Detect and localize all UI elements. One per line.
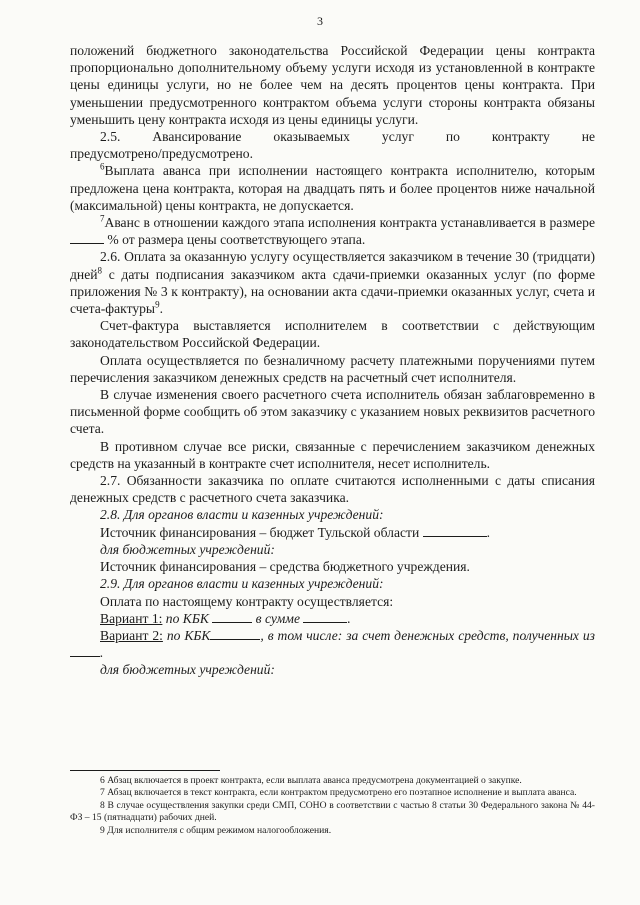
footnote-separator: [70, 770, 220, 771]
payment-term-text-b: с даты подписания заказчиком акта сдачи-приемки оказанных услуг (по форме приложения № 3 к контракту), на основании акта сдачи-приемки оказанных услуг, счета и счета-фактуры: [70, 266, 595, 317]
paragraph-advance-restriction: [70, 162, 595, 214]
paragraph-funding-source-budget: Источник финансирования – бюджет Тульской области .: [100, 524, 491, 540]
footnotes: [70, 770, 595, 837]
advance-stage-text-b: % от размера цены соответствующего этапа.: [107, 232, 366, 248]
funding-source-blank: [423, 524, 487, 537]
variant-2-kbk: по КБК: [162, 627, 211, 643]
variant-1-sum-blank: [303, 610, 347, 623]
paragraph-budget-institutions: для бюджетных учреждений:: [100, 541, 275, 557]
funding-source-budget-text: Источник финансирования – бюджет Тульской области: [100, 524, 420, 540]
paragraph-payment-method: Оплата по настоящему контракту осуществляется:: [100, 593, 394, 609]
footnote-9: 9 Для исполнителя с общим режимом налогообложения.: [100, 824, 332, 836]
paragraph-2-5: 2.5. Авансирование оказываемых услуг по контракту не предусмотрено/предусмотрено.: [70, 129, 595, 162]
footnote-7: 7 Абзац включается в текст контракта, если контрактом предусмотрено его поэтапное исполнение и выплата аванса.: [100, 787, 577, 799]
paragraph-price-change: положений бюджетного законодательства Российской Федерации цены контракта пропорционально дополнительному объему услуги исходя из установленной в контракте цены единицы услуги, но не более чем на десять процентов цены контракта. При уменьшении предусмотренного контрактом объема услуги стороны контракта обязаны уменьшить цену контракта исходя из цены единицы услуги.: [70, 43, 595, 127]
paragraph-2-8: 2.8. Для органов власти и казенных учреждений:: [100, 507, 384, 523]
footnote-ref-8: 8: [97, 265, 102, 276]
variant-1-kbk: по КБК: [162, 610, 213, 626]
variant-2-text: , в том числе: за счет денежных средств, полученных из: [260, 627, 595, 643]
advance-percent-blank: [70, 231, 104, 244]
variant-2-kbk-blank: [210, 627, 260, 640]
page-number: 3: [317, 14, 323, 28]
footnote-ref-9: 9: [155, 299, 160, 310]
paragraph-account-change: В случае изменения своего расчетного счета исполнитель обязан заблаговременно в письменной форме сообщить об этом заказчику с указанием новых реквизитов расчетного счета.: [70, 387, 595, 437]
paragraph-funding-source-institution: Источник финансирования – средства бюджетного учреждения.: [100, 559, 470, 575]
footnote-ref-6: 6: [100, 161, 105, 172]
advance-stage-text-a: Аванс в отношении каждого этапа исполнения контракта устанавливается в размере: [104, 215, 595, 231]
document-body: [70, 42, 595, 679]
footnote-6: 6 Абзац включается в проект контракта, если выплата аванса предусмотрена документацией о закупке.: [100, 775, 522, 786]
advance-restriction-text: Выплата аванса при исполнении настоящего контракта исполнителю, которым предложена цена контракта, которая на двадцать пять и более процентов ниже начальной (максимальной) цены контракта, не допускается.: [70, 163, 595, 213]
paragraph-2-6: 2.6. Оплата за оказанную услугу осуществляется заказчиком в течение 30 (тридцати) дней$^8$ с даты подписания заказчиком акта сдачи-приемки оказанных услуг (по форме приложения № 3 к контракту), на основании акта сдачи-приемки оказанных услуг, счета и счета-фактуры$^9$.: [70, 249, 595, 317]
variant-2-label: Вариант 2:: [100, 627, 163, 643]
footnote-ref-7: 7: [100, 213, 105, 224]
variant-2-source-blank: [70, 644, 100, 657]
paragraph-variant-2: Вариант 2: по КБК , в том числе: за счет денежных средств, полученных из .: [70, 627, 595, 661]
variant-1-sum: в сумме: [252, 610, 304, 626]
paragraph-cashless: Оплата осуществляется по безналичному расчету платежными поручениями путем перечисления заказчиком денежных средств на расчетный счет исполнителя.: [70, 352, 595, 385]
paragraph-invoice: Счет-фактура выставляется исполнителем в соответствии с действующим законодательством Российской Федерации.: [70, 318, 595, 351]
paragraph-2-7: 2.7. Обязанности заказчика по оплате считаются исполненными с даты списания денежных средств с расчетного счета заказчика.: [70, 473, 595, 506]
paragraph-budget-institutions-2: для бюджетных учреждений:: [100, 662, 275, 678]
paragraph-risks: В противном случае все риски, связанные с перечислением заказчиком денежных средств на указанный в контракте счет исполнителя, несет исполнитель.: [70, 438, 595, 471]
variant-1-kbk-blank: [212, 610, 252, 623]
payment-term-text-a: 2.6. Оплата за оказанную услугу осуществляется заказчиком в течение 30 (тридцати) дней: [70, 249, 595, 282]
paragraph-2-9: 2.9. Для органов власти и казенных учреждений:: [100, 576, 384, 592]
paragraph-advance-stage: [70, 214, 595, 248]
variant-1-label: Вариант 1:: [100, 610, 163, 626]
paragraph-variant-1: Вариант 1: по КБК в сумме .: [100, 610, 351, 626]
footnote-8: 8 В случае осуществления закупки среди СМП, СОНО в соответствии с частью 8 статьи 30 Федерального закона № 44-ФЗ – 15 (пятнадцати) рабочих дней.: [70, 799, 595, 824]
